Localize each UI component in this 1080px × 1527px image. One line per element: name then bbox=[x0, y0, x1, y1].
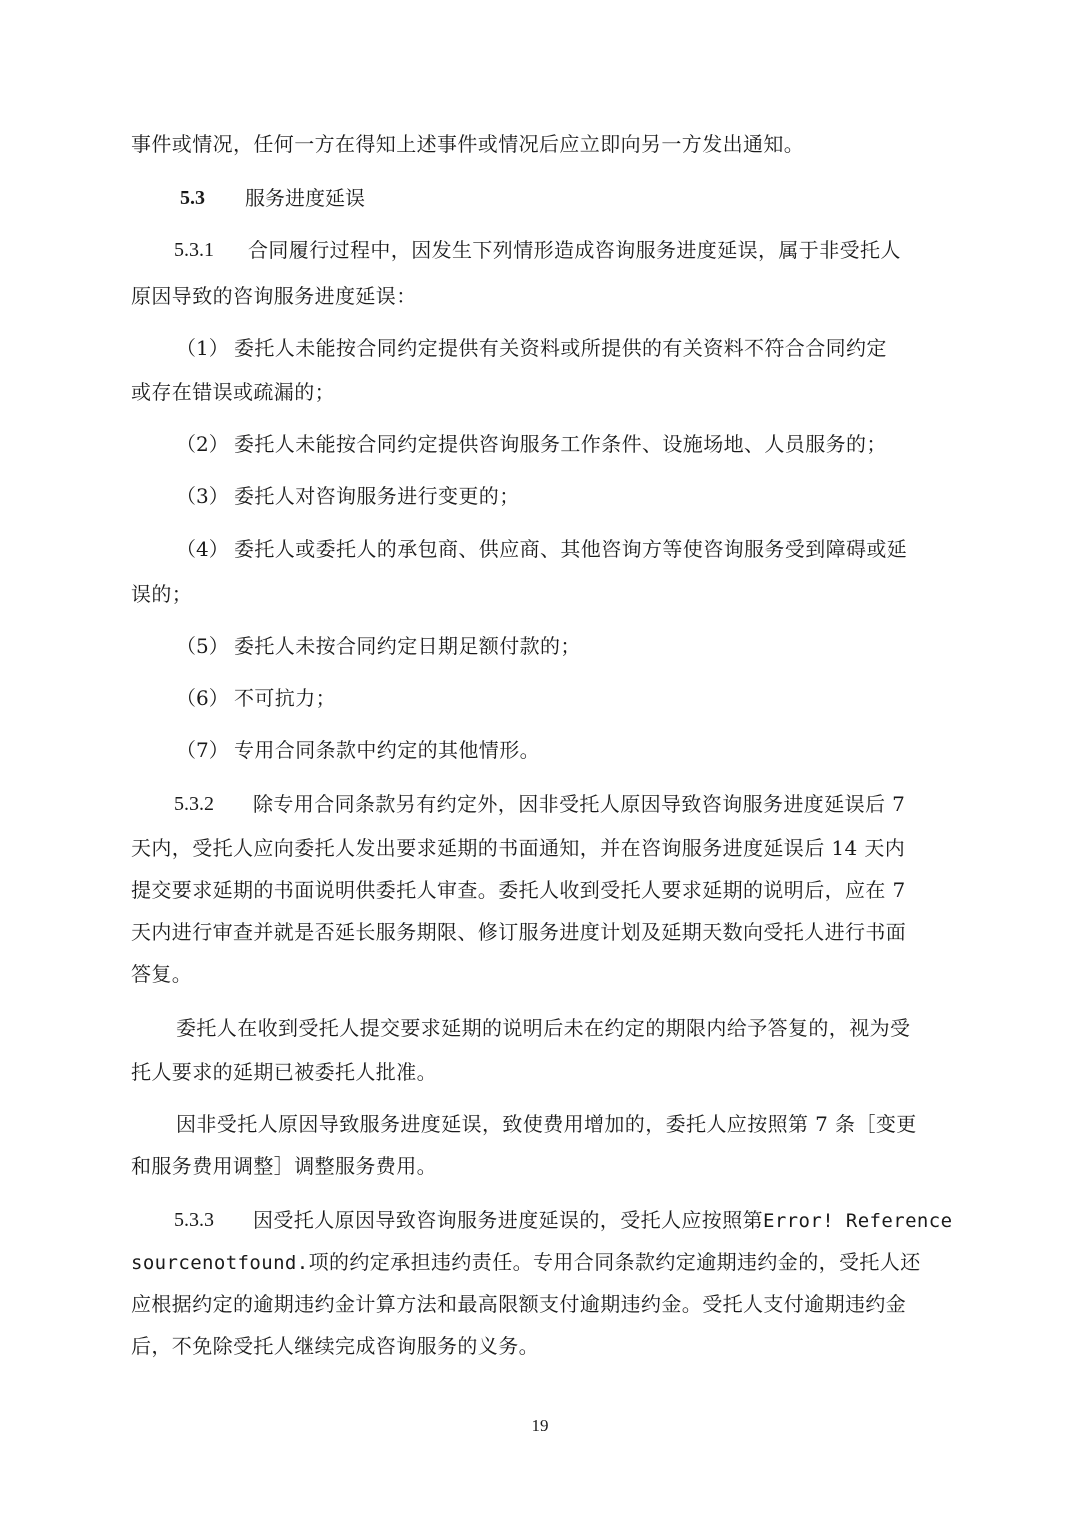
item-6-number: （6） bbox=[176, 686, 229, 710]
clause-531-line1: 合同履行过程中，因发生下列情形造成咨询服务进度延误，属于非受托人 bbox=[248, 238, 901, 262]
item-5-number: （5） bbox=[176, 634, 229, 658]
item-6-line1: 不可抗力； bbox=[234, 686, 336, 710]
intro-line: 事件或情况，任何一方在得知上述事件或情况后应立即向另一方发出通知。 bbox=[131, 132, 805, 156]
item-3-number: （3） bbox=[176, 484, 229, 508]
para-a-line1: 委托人在收到受托人提交要求延期的说明后未在约定的期限内给予答复的，视为受 bbox=[176, 1016, 911, 1040]
clause-531-number: 5.3.1 bbox=[174, 239, 214, 261]
clause-532-line5: 答复。 bbox=[131, 962, 193, 986]
item-1-line2: 或存在错误或疏漏的； bbox=[131, 380, 335, 404]
para-b-line2: 和服务费用调整］调整服务费用。 bbox=[131, 1154, 437, 1178]
clause-533-number: 5.3.3 bbox=[174, 1209, 214, 1231]
clause-533-error-source: sourcenotfound. bbox=[131, 1252, 309, 1274]
page-number: 19 bbox=[531, 1416, 549, 1435]
item-1-line1: 委托人未能按合同约定提供有关资料或所提供的有关资料不符合合同约定 bbox=[234, 336, 887, 360]
item-3-line1: 委托人对咨询服务进行变更的； bbox=[234, 484, 520, 508]
item-7-number: （7） bbox=[176, 738, 229, 762]
clause-533-line4: 后，不免除受托人继续完成咨询服务的义务。 bbox=[131, 1334, 539, 1358]
item-2-line1: 委托人未能按合同约定提供咨询服务工作条件、设施场地、人员服务的； bbox=[234, 432, 887, 456]
clause-532-number: 5.3.2 bbox=[174, 793, 214, 815]
clause-532-line2: 天内，受托人应向委托人发出要求延期的书面通知，并在咨询服务进度延误后 14 天内 bbox=[131, 836, 906, 860]
item-2-number: （2） bbox=[176, 432, 229, 456]
clause-533-error-reference: Error! Reference bbox=[763, 1210, 953, 1232]
clause-533-line1 bbox=[253, 1206, 952, 1235]
clause-533-line2-text: 项的约定承担违约责任。专用合同条款约定逾期违约金的，受托人还 bbox=[308, 1250, 921, 1274]
section-title: 服务进度延误 bbox=[245, 186, 365, 210]
clause-532-line4: 天内进行审查并就是否延长服务期限、修订服务进度计划及延期天数向受托人进行书面 bbox=[131, 920, 907, 944]
clause-533-line1-text: 因受托人原因导致咨询服务进度延误的，受托人应按照第 bbox=[253, 1208, 763, 1232]
item-7-line1: 专用合同条款中约定的其他情形。 bbox=[234, 738, 540, 762]
clause-533-line2 bbox=[131, 1248, 921, 1277]
item-1-number: （1） bbox=[176, 336, 229, 360]
para-a-line2: 托人要求的延期已被委托人批准。 bbox=[131, 1060, 437, 1084]
section-number: 5.3 bbox=[180, 187, 205, 209]
item-4-line1: 委托人或委托人的承包商、供应商、其他咨询方等使咨询服务受到障碍或延 bbox=[234, 537, 908, 561]
clause-532-line1: 除专用合同条款另有约定外，因非受托人原因导致咨询服务进度延误后 7 bbox=[253, 792, 906, 816]
item-4-line2: 误的； bbox=[131, 582, 193, 606]
clause-532-line3: 提交要求延期的书面说明供委托人审查。委托人收到受托人要求延期的说明后，应在 7 bbox=[131, 878, 906, 902]
item-4-number: （4） bbox=[176, 537, 229, 561]
item-5-line1: 委托人未按合同约定日期足额付款的； bbox=[234, 634, 581, 658]
clause-533-line3: 应根据约定的逾期违约金计算方法和最高限额支付逾期违约金。受托人支付逾期违约金 bbox=[131, 1292, 907, 1316]
para-b-line1: 因非受托人原因导致服务进度延误，致使费用增加的，委托人应按照第 7 条［变更 bbox=[176, 1112, 917, 1136]
clause-531-line2: 原因导致的咨询服务进度延误： bbox=[131, 284, 417, 308]
